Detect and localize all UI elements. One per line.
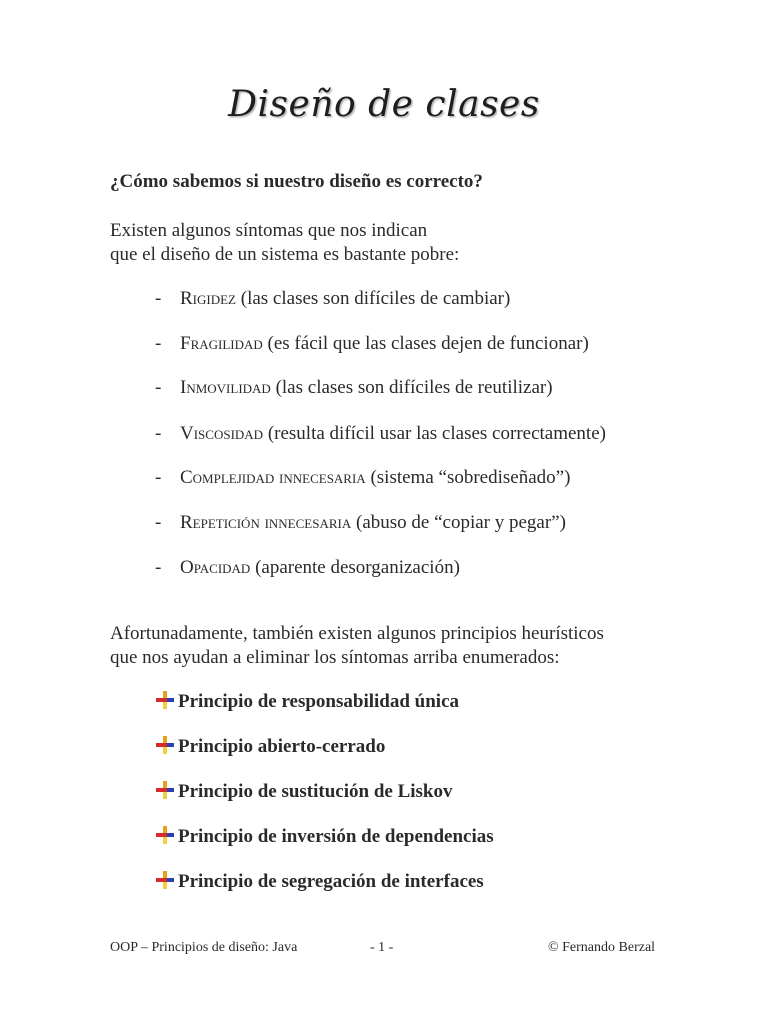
symptom-name: Repetición innecesaria xyxy=(180,512,352,533)
symptom-desc: (es fácil que las clases dejen de funcionar) xyxy=(262,333,589,354)
symptom-desc: (sistema “sobrediseñado”) xyxy=(365,467,571,488)
symptom-desc: (abuso de “copiar y pegar”) xyxy=(351,512,566,533)
question-heading: ¿Cómo sabemos si nuestro diseño es correcto? xyxy=(110,171,483,192)
intro-line-1: Existen algunos síntomas que nos indican xyxy=(110,220,428,241)
symptom-item-opacidad xyxy=(155,557,460,579)
symptom-item-rigidez xyxy=(155,288,510,310)
symptom-name: Rigidez xyxy=(180,288,236,309)
principle-item xyxy=(155,735,385,758)
symptom-desc: (aparente desorganización) xyxy=(250,557,460,578)
intro-paragraph xyxy=(110,219,459,267)
page-title: Diseño de clases xyxy=(228,84,540,125)
symptom-dash: - xyxy=(155,377,162,398)
principle-item xyxy=(155,690,459,713)
principle-label: Principio de sustitución de Liskov xyxy=(178,781,453,802)
outro-paragraph xyxy=(110,622,604,670)
symptom-name: Opacidad xyxy=(180,557,251,578)
footer-page-number: - 1 - xyxy=(370,940,394,955)
symptom-item-complejidad xyxy=(155,467,570,489)
principle-item xyxy=(155,780,453,803)
symptom-item-inmovilidad xyxy=(155,377,553,399)
symptom-dash: - xyxy=(155,423,162,444)
symptom-desc: (resulta difícil usar las clases correctamente) xyxy=(263,423,606,444)
outro-line-2: que nos ayudan a eliminar los síntomas arriba enumerados: xyxy=(110,647,560,668)
footer-author: © Fernando Berzal xyxy=(548,940,656,955)
four-color-cross-icon xyxy=(155,870,175,890)
outro-line-1: Afortunadamente, también existen algunos principios heurísticos xyxy=(110,623,604,644)
symptom-name: Viscosidad xyxy=(180,423,264,444)
symptom-item-viscosidad xyxy=(155,423,606,445)
symptom-dash: - xyxy=(155,333,162,354)
principle-label: Principio de segregación de interfaces xyxy=(178,871,484,892)
principle-label: Principio abierto-cerrado xyxy=(178,736,386,757)
principle-label: Principio de inversión de dependencias xyxy=(178,826,494,847)
symptom-dash: - xyxy=(155,467,162,488)
symptom-dash: - xyxy=(155,288,162,309)
intro-line-2: que el diseño de un sistema es bastante pobre: xyxy=(110,244,460,265)
symptom-desc: (las clases son difíciles de reutilizar) xyxy=(270,377,553,398)
four-color-cross-icon xyxy=(155,690,175,710)
four-color-cross-icon xyxy=(155,780,175,800)
four-color-cross-icon xyxy=(155,825,175,845)
footer-course: OOP – Principios de diseño: Java xyxy=(110,940,298,955)
symptom-dash: - xyxy=(155,557,162,578)
symptom-name: Fragilidad xyxy=(180,333,263,354)
symptom-item-repeticion xyxy=(155,512,566,534)
symptom-desc: (las clases son difíciles de cambiar) xyxy=(236,288,511,309)
principle-item xyxy=(155,870,484,893)
four-color-cross-icon xyxy=(155,735,175,755)
symptom-name: Inmovilidad xyxy=(180,377,271,398)
symptom-item-fragilidad xyxy=(155,333,589,355)
principle-item xyxy=(155,825,494,848)
symptom-dash: - xyxy=(155,512,162,533)
principle-label: Principio de responsabilidad única xyxy=(178,691,460,712)
symptom-name: Complejidad innecesaria xyxy=(180,467,366,488)
